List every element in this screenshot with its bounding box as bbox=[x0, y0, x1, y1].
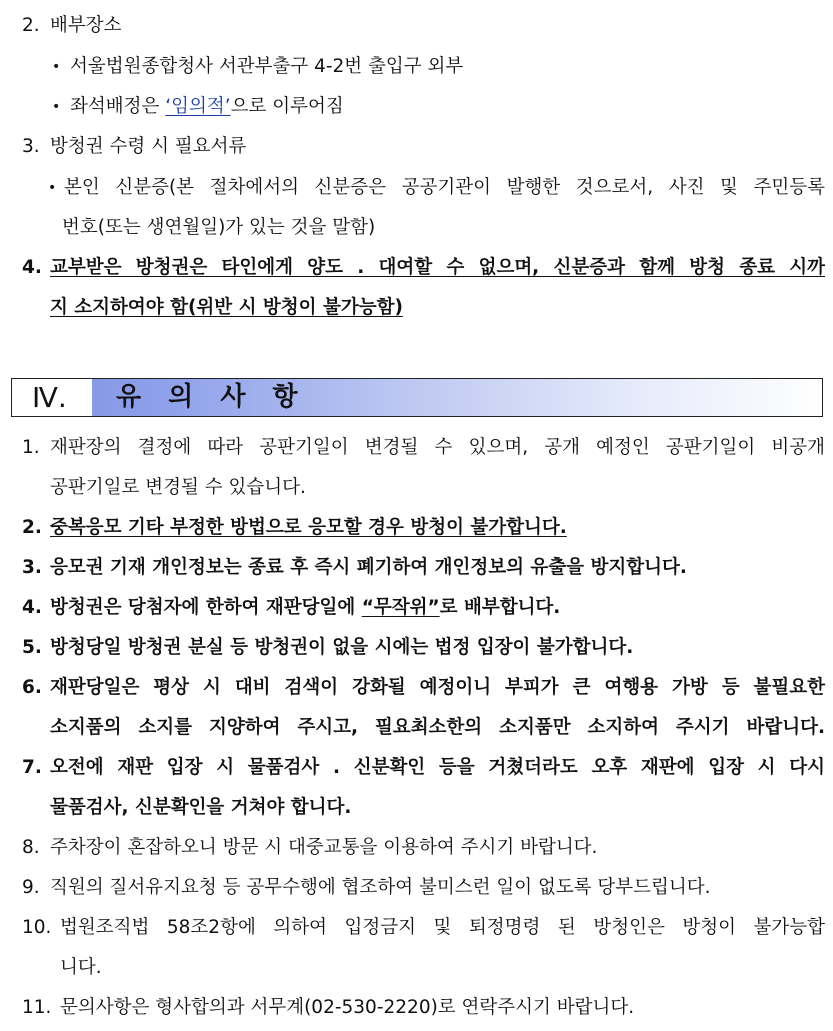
note-text: 응모권 기재 개인정보는 종료 후 즉시 폐기하여 개인정보의 유출을 방지합니다. bbox=[50, 557, 687, 578]
note-text: 방청당일 방청권 분실 등 방청권이 없을 시에는 법정 입장이 불가합니다. bbox=[50, 637, 634, 658]
emphasis-text: ‘임의적’ bbox=[165, 96, 231, 117]
section-number: 4. bbox=[22, 257, 42, 278]
note-text: 공판기일로 변경될 수 있습니다. bbox=[50, 477, 306, 498]
note-text: 물품검사, 신분확인을 거쳐야 합니다. bbox=[50, 797, 352, 818]
bullet-text-post: 으로 이루어짐 bbox=[230, 96, 344, 117]
note-number: 2. bbox=[22, 517, 42, 538]
note-text: 소지품의 소지를 지양하여 주시고, 필요최소한의 소지품만 소지하여 주시기 바랍니다. bbox=[50, 717, 825, 738]
section-text: 지 소지하여야 함(위반 시 방청이 불가능함) bbox=[50, 297, 403, 318]
note-text: 직원의 질서유지요청 등 공무수행에 협조하여 불미스런 일이 없도록 당부드립니다. bbox=[50, 877, 711, 898]
section-number: 3. bbox=[22, 136, 40, 157]
section-header-bar bbox=[11, 378, 823, 417]
bullet-text bbox=[70, 94, 344, 120]
bullet-icon: • bbox=[48, 180, 57, 196]
bullet-text: 서울법원종합청사 서관부출구 4-2번 출입구 외부 bbox=[70, 56, 464, 77]
note-number: 1. bbox=[22, 437, 40, 458]
bullet-icon: • bbox=[52, 59, 61, 75]
note-number: 10. bbox=[22, 917, 52, 938]
section-number: 2. bbox=[22, 15, 40, 36]
note-number: 6. bbox=[22, 677, 42, 698]
emphasis-text: “무작위” bbox=[361, 597, 440, 618]
note-number: 9. bbox=[22, 877, 40, 898]
note-text: 문의사항은 형사합의과 서무계(02-530-2220)로 연락주시기 바랍니다. bbox=[60, 997, 635, 1018]
bullet-text-pre: 좌석배정은 bbox=[70, 96, 166, 117]
note-text-pre: 방청권은 당첨자에 한하여 재판당일에 bbox=[50, 597, 362, 618]
note-number: 4. bbox=[22, 597, 42, 618]
note-text: 중복응모 기타 부정한 방법으로 응모할 경우 방청이 불가합니다. bbox=[50, 517, 567, 538]
note-text bbox=[50, 595, 560, 621]
bullet-text: 본인 신분증(본 절차에서의 신분증은 공공기관이 발행한 것으로서, 사진 및 주민등록 bbox=[64, 177, 825, 198]
note-number: 8. bbox=[22, 837, 40, 858]
roman-numeral: Ⅳ. bbox=[12, 379, 92, 416]
note-number: 5. bbox=[22, 637, 42, 658]
note-text: 니다. bbox=[60, 957, 102, 978]
note-text: 재판당일은 평상 시 대비 검색이 강화될 예정이니 부피가 큰 여행용 가방 등 불필요한 bbox=[50, 677, 825, 698]
note-text: 법원조직법 58조2항에 의하여 입정금지 및 퇴정명령 된 방청인은 방청이 불가능합 bbox=[60, 917, 825, 938]
note-text: 재판장의 결정에 따라 공판기일이 변경될 수 있으며, 공개 예정인 공판기일이 비공개 bbox=[50, 437, 825, 458]
section-header-title: 유 의 사 항 bbox=[116, 382, 307, 412]
note-text-post: 로 배부합니다. bbox=[439, 597, 561, 618]
section-text: 교부받은 방청권은 타인에게 양도 . 대여할 수 없으며, 신분증과 함께 방청 종료 시까 bbox=[50, 257, 825, 278]
bullet-icon: • bbox=[52, 99, 61, 115]
note-number: 3. bbox=[22, 557, 42, 578]
note-number: 7. bbox=[22, 757, 42, 778]
note-text: 주차장이 혼잡하오니 방문 시 대중교통을 이용하여 주시기 바랍니다. bbox=[50, 837, 598, 858]
note-text: 오전에 재판 입장 시 물품검사 . 신분확인 등을 거쳤더라도 오후 재판에 입장 시 다시 bbox=[50, 757, 825, 778]
section-title: 배부장소 bbox=[50, 15, 122, 36]
bullet-text: 번호(또는 생연월일)가 있는 것을 말함) bbox=[62, 217, 376, 238]
section-title: 방청권 수령 시 필요서류 bbox=[50, 136, 247, 157]
note-number: 11. bbox=[22, 997, 52, 1018]
